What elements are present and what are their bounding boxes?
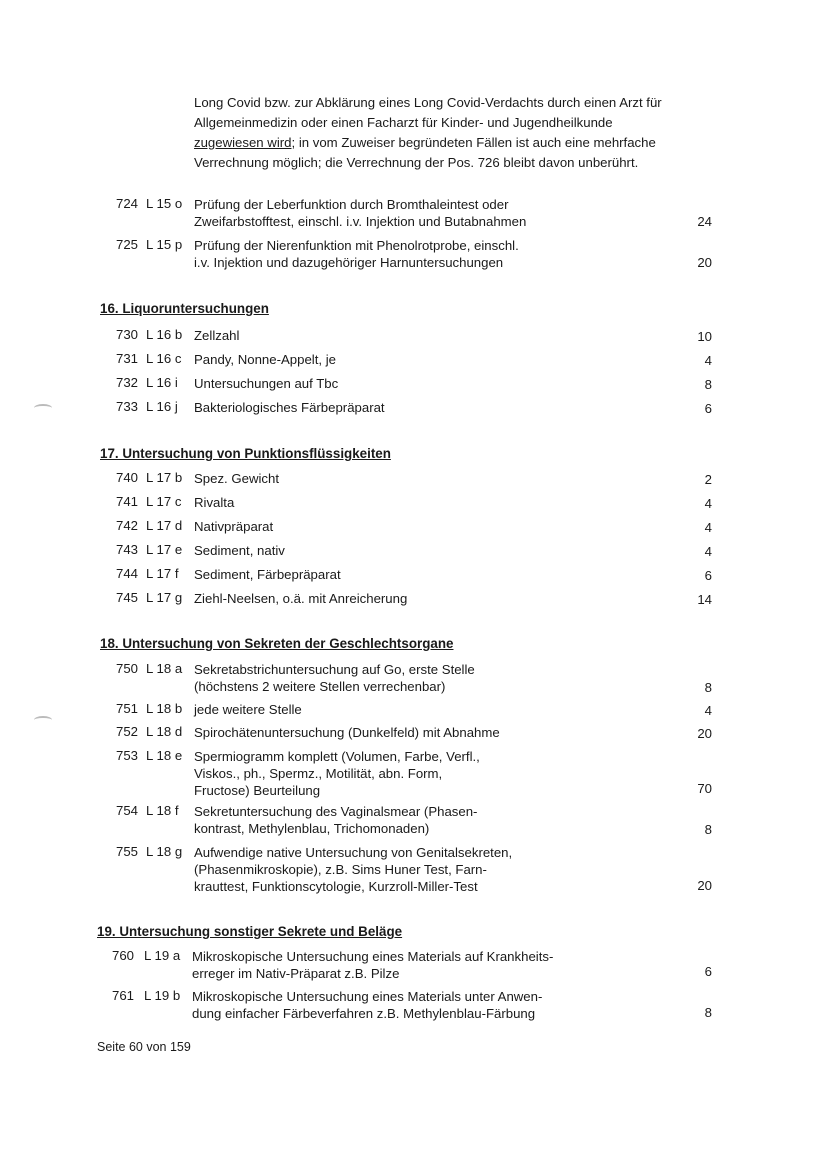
item-description: Nativpräparat bbox=[194, 519, 274, 534]
item-points: 8 bbox=[704, 822, 712, 837]
item-points: 24 bbox=[697, 214, 712, 229]
item-points: 4 bbox=[704, 703, 712, 718]
section-heading: 17. Untersuchung von Punktionsflüssigkeiten bbox=[100, 446, 391, 461]
item-code: L 19 b bbox=[144, 988, 181, 1003]
item-description: Prüfung der Nierenfunktion mit Phenolrotprobe, einschl. i.v. Injektion und dazugehöriger Harnuntersuchungen bbox=[194, 238, 519, 270]
item-number: 744 bbox=[115, 566, 138, 581]
item-description: Ziehl-Neelsen, o.ä. mit Anreicherung bbox=[194, 591, 408, 606]
item-description: Aufwendige native Untersuchung von Genitalsekreten, (Phasenmikroskopie), z.B. Sims Huner Test, Farn- krauttest, Funktionscytologie, Kurzroll-Miller-Test bbox=[194, 845, 513, 894]
item-number: 755 bbox=[115, 844, 138, 859]
item-description: Spirochätenuntersuchung (Dunkelfeld) mit Abnahme bbox=[194, 725, 500, 740]
scan-mark bbox=[34, 716, 52, 724]
item-number: 761 bbox=[111, 988, 134, 1003]
item-description: Sediment, nativ bbox=[194, 543, 285, 558]
item-description: Mikroskopische Untersuchung eines Materials unter Anwen- dung einfacher Färbeverfahren z.B. Methylenblau-Färbung bbox=[192, 989, 543, 1021]
item-code: L 15 o bbox=[146, 196, 183, 211]
intro-line-1: Long Covid bzw. zur Abklärung eines Long Covid-Verdachts durch einen Arzt für bbox=[194, 95, 662, 110]
item-code: L 18 g bbox=[146, 844, 183, 859]
item-number: 724 bbox=[115, 196, 138, 211]
section-heading: 19. Untersuchung sonstiger Sekrete und Beläge bbox=[97, 924, 403, 939]
item-description: Bakteriologisches Färbepräparat bbox=[194, 400, 385, 415]
item-code: L 16 i bbox=[146, 375, 178, 390]
item-code: L 18 a bbox=[146, 661, 183, 676]
scan-mark bbox=[34, 404, 52, 412]
intro-line-3-rest: ; in vom Zuweiser begründeten Fällen ist auch eine mehrfache bbox=[291, 135, 656, 150]
item-number: 730 bbox=[115, 327, 138, 342]
item-code: L 18 e bbox=[146, 748, 183, 763]
item-description: Spez. Gewicht bbox=[194, 471, 280, 486]
item-code: L 17 c bbox=[146, 494, 182, 509]
item-points: 2 bbox=[704, 472, 712, 487]
item-points: 70 bbox=[697, 781, 712, 796]
item-points: 20 bbox=[697, 878, 712, 893]
item-number: 733 bbox=[115, 399, 138, 414]
item-code: L 18 d bbox=[146, 724, 183, 739]
item-number: 741 bbox=[115, 494, 138, 509]
item-code: L 16 j bbox=[146, 399, 178, 414]
item-points: 4 bbox=[704, 520, 712, 535]
intro-underlined-text: zugewiesen wird bbox=[194, 135, 292, 150]
item-description: Rivalta bbox=[194, 495, 235, 510]
section-heading: 16. Liquoruntersuchungen bbox=[100, 301, 269, 316]
item-number: 760 bbox=[111, 948, 134, 963]
item-number: 750 bbox=[115, 661, 138, 676]
item-number: 754 bbox=[115, 803, 138, 818]
item-description: Sekretabstrichuntersuchung auf Go, erste Stelle (höchstens 2 weitere Stellen verrechenbar) bbox=[194, 662, 475, 694]
item-code: L 17 d bbox=[146, 518, 183, 533]
item-number: 745 bbox=[115, 590, 138, 605]
item-number: 753 bbox=[115, 748, 138, 763]
item-description: Sediment, Färbepräparat bbox=[194, 567, 341, 582]
item-code: L 17 e bbox=[146, 542, 183, 557]
item-points: 8 bbox=[704, 1005, 712, 1020]
item-code: L 15 p bbox=[146, 237, 183, 252]
item-points: 14 bbox=[697, 592, 712, 607]
item-code: L 16 c bbox=[146, 351, 182, 366]
item-code: L 17 f bbox=[146, 566, 179, 581]
item-points: 8 bbox=[704, 680, 712, 695]
item-points: 20 bbox=[697, 726, 712, 741]
item-points: 6 bbox=[704, 568, 712, 583]
item-code: L 17 b bbox=[146, 470, 183, 485]
section-heading: 18. Untersuchung von Sekreten der Geschlechtsorgane bbox=[100, 636, 454, 651]
page-footer: Seite 60 von 159 bbox=[97, 1040, 191, 1054]
item-points: 4 bbox=[704, 496, 712, 511]
item-description: Sekretuntersuchung des Vaginalsmear (Phasen- kontrast, Methylenblau, Trichomonaden) bbox=[194, 804, 478, 836]
item-number: 743 bbox=[115, 542, 138, 557]
item-number: 751 bbox=[115, 701, 138, 716]
item-number: 725 bbox=[115, 237, 138, 252]
item-points: 20 bbox=[697, 255, 712, 270]
item-points: 6 bbox=[704, 401, 712, 416]
item-code: L 18 b bbox=[146, 701, 183, 716]
item-number: 742 bbox=[115, 518, 138, 533]
item-number: 752 bbox=[115, 724, 138, 739]
item-description: jede weitere Stelle bbox=[194, 702, 302, 717]
item-points: 8 bbox=[704, 377, 712, 392]
item-code: L 16 b bbox=[146, 327, 183, 342]
intro-line-4: Verrechnung möglich; die Verrechnung der Pos. 726 bleibt davon unberührt. bbox=[194, 155, 639, 170]
item-number: 731 bbox=[115, 351, 138, 366]
item-points: 4 bbox=[704, 544, 712, 559]
item-code: L 18 f bbox=[146, 803, 179, 818]
item-points: 4 bbox=[704, 353, 712, 368]
item-description: Spermiogramm komplett (Volumen, Farbe, Verfl., Viskos., ph., Spermz., Motilität, abn. Form, Fructose) Beurteilung bbox=[194, 749, 480, 798]
item-description: Zellzahl bbox=[194, 328, 240, 343]
item-code: L 17 g bbox=[146, 590, 183, 605]
item-description: Untersuchungen auf Tbc bbox=[194, 376, 339, 391]
item-number: 732 bbox=[115, 375, 138, 390]
intro-line-3 bbox=[194, 133, 656, 153]
item-points: 10 bbox=[697, 329, 712, 344]
item-description: Pandy, Nonne-Appelt, je bbox=[194, 352, 336, 367]
intro-line-2: Allgemeinmedizin oder einen Facharzt für Kinder- und Jugendheilkunde bbox=[194, 115, 613, 130]
item-points: 6 bbox=[704, 964, 712, 979]
item-description: Mikroskopische Untersuchung eines Materials auf Krankheits- erreger im Nativ-Präparat z.B. Pilze bbox=[192, 949, 554, 981]
item-description: Prüfung der Leberfunktion durch Bromthaleintest oder Zweifarbstofftest, einschl. i.v. Injektion und Butabnahmen bbox=[194, 197, 527, 229]
item-code: L 19 a bbox=[144, 948, 181, 963]
item-number: 740 bbox=[115, 470, 138, 485]
